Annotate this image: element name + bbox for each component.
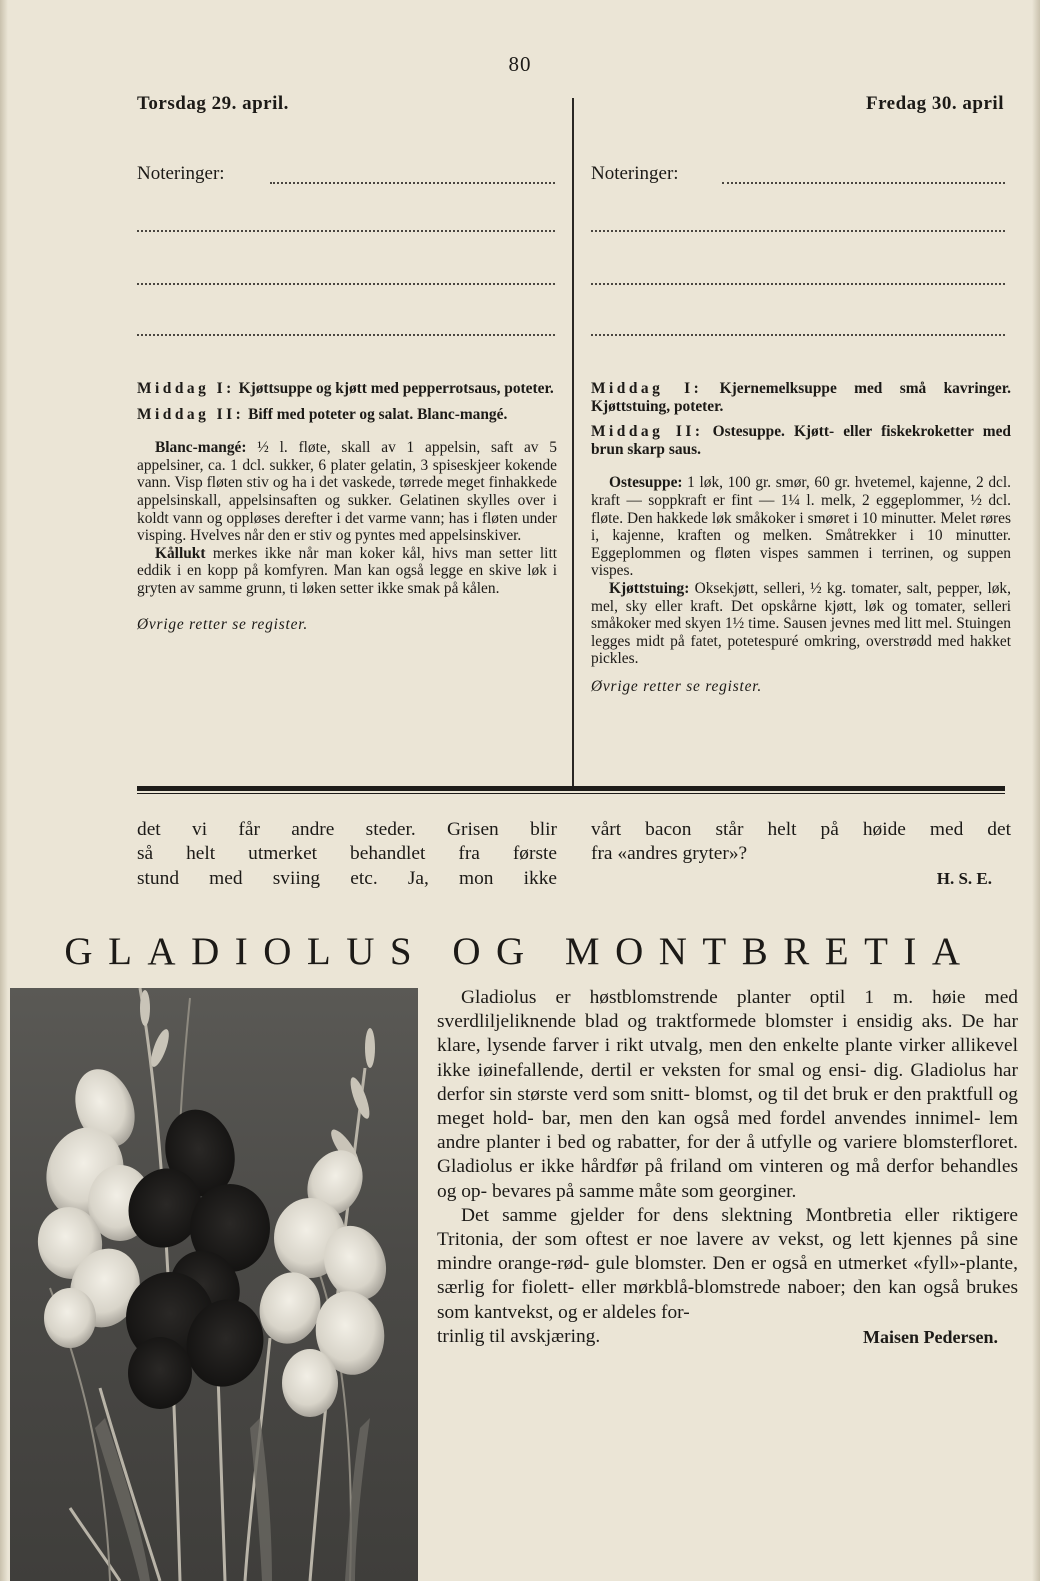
recipe-cheese-soup: Ostesuppe: 1 løk, 100 gr. smør, 60 gr. hvetemel, kajenne, 2 dcl. kraft — soppkraft er fint — 1¼ l. melk, 2 eggeplommer, ½ dcl. fløte. Den hakkede løk småkoker i smøret i 10 minutter. Melet røres i, kajenne, kraften og melken. Småtrekker i 10 minutter. Eggeplommen og fløten vispes sammen i terrinen, og suppen vispes. (591, 474, 1011, 580)
notes-line-left-1 (270, 182, 555, 184)
recipe-meat-stew: Kjøttstuing: Oksekjøtt, selleri, ½ kg. tomater, salt, pepper, løk, mel, sky eller kraft. Det opskårne kjøtt, løk og tomater, selleri småkoker med skyen 1½ time. Sausen jevnes med litt mel. Stuingen legges midt på fatet, potetespuré omkring, overstrødd med hakket pickles. (591, 579, 1011, 668)
other-dishes-right: Øvrige retter se register. (591, 677, 762, 695)
notes-line-right-3 (591, 283, 1005, 285)
notes-line-right-1 (722, 182, 1005, 184)
page-edge-right (1032, 0, 1040, 1581)
dinner-1-left: Middag I: Kjøttsuppe og kjøtt med pepperrotsaus, poteter. (137, 380, 554, 397)
continued-article-right: vårt bacon står helt på høide med det fra «andres gryter»? (591, 819, 1011, 865)
notes-line-left-4 (137, 334, 555, 336)
notes-line-right-4 (591, 334, 1005, 336)
gladiolus-photo-drawing (10, 988, 418, 1581)
tip-cabbage-smell: Kållukt merkes ikke når man koker kål, hivs man setter litt eddik i en kopp på komfyren. Man kan også legge en skive løk i gryten av samme grunn, ti løken setter ikke smak på kålen. (137, 544, 557, 597)
section-rule-thick (137, 786, 1005, 791)
recipe-column-right (591, 380, 1011, 704)
recipe-blanc-mange: Blanc-mangé: ½ l. fløte, skall av 1 appelsin, saft av 5 appelsiner, ca. 1 dcl. sukker, 6 plater gelatin, 3 spiseskjeer kokende vann. Visp fløten stiv og ha i det vaskede, tørrede meget finhakkede appelsinskall, appelsinsaften og sukker. Gelatinen skylles over i koldt vann og oppløses derefter i det varme vann; has i fløten under visping. Hvelves når den er stiv og pyntes med appelsinskiver. (137, 439, 557, 545)
day-header-friday: Fredag 30. april (865, 93, 1004, 114)
continued-article-left: det vi får andre steder. Grisen blir så helt utmerket behandlet fra første stund med sviing etc. Ja, mon ikke (137, 819, 557, 889)
dinner-2-left: Middag II: Biff med poteter og salat. Blanc-mangé. (137, 405, 508, 423)
gladiolus-article (437, 986, 1018, 1349)
day-header-thursday: Torsdag 29. april. (137, 93, 289, 114)
column-divider (572, 98, 574, 786)
gladiolus-last-line: trinlig til avskjæring. Maisen Pedersen. (437, 1325, 1018, 1349)
notes-line-left-2 (137, 230, 555, 232)
dinner-2-right: Middag II: Ostesuppe. Kjøtt- eller fiskekroketter med brun skarp saus. (591, 423, 1011, 458)
section-rule-thin (137, 793, 1005, 794)
page-number: 80 (508, 52, 532, 76)
other-dishes-left: Øvrige retter se register. (137, 615, 308, 633)
recipe-column-left (137, 380, 557, 641)
notes-line-right-2 (591, 230, 1005, 232)
article-title: GLADIOLUS OG MONTBRETIA (64, 930, 976, 973)
notes-label-right: Noteringer: (591, 163, 679, 184)
article-author: Maisen Pedersen. (863, 1326, 998, 1347)
notes-line-left-3 (137, 283, 555, 285)
gladiolus-paragraph-1: Gladiolus er høstblomstrende planter optil 1 m. høie med sverdliljeliknende blad og traktformede blomster i ensidig aks. De har klare, lysende farver i rikt utvalg, men den enkelte plante virker allikevel ikke iøinefallende, dertil er veksten for smal og ensi- dig. Gladiolus har derfor sin største verd som snitt- blomst, og til det bruk er den praktfull og meget hold- bar, men den kan også med fordel anvendes innimel- lem andre planter i bed og rabatter, for der å utfylle og variere blomsterfloret. Gladiolus er ikke hårdfør på friland om vinteren og må derfor behandles og op- bevares på samme måte som georginer. (437, 987, 1018, 1202)
gladiolus-paragraph-2: Det samme gjelder for dens slektning Montbretia eller riktigere Tritonia, der som oftest er noe lavere av vekst, og lett kjennes på sine mindre orange-rød- gule blomster. Den er også en utmerket «fyll»-plante, særlig for fiolett- eller mørkblå-blomstrede naboer; den kan også brukes som kantvekst, og er aldeles for- (437, 1204, 1018, 1323)
page-edge-left (0, 0, 8, 1581)
notes-label-left: Noteringer: (137, 163, 225, 184)
gladiolus-photo (10, 988, 418, 1581)
dinner-1-right: Middag I: Kjernemelksuppe med små kavringer. Kjøttstuing, poteter. (591, 380, 1011, 415)
article-signature: H. S. E. (936, 869, 992, 888)
